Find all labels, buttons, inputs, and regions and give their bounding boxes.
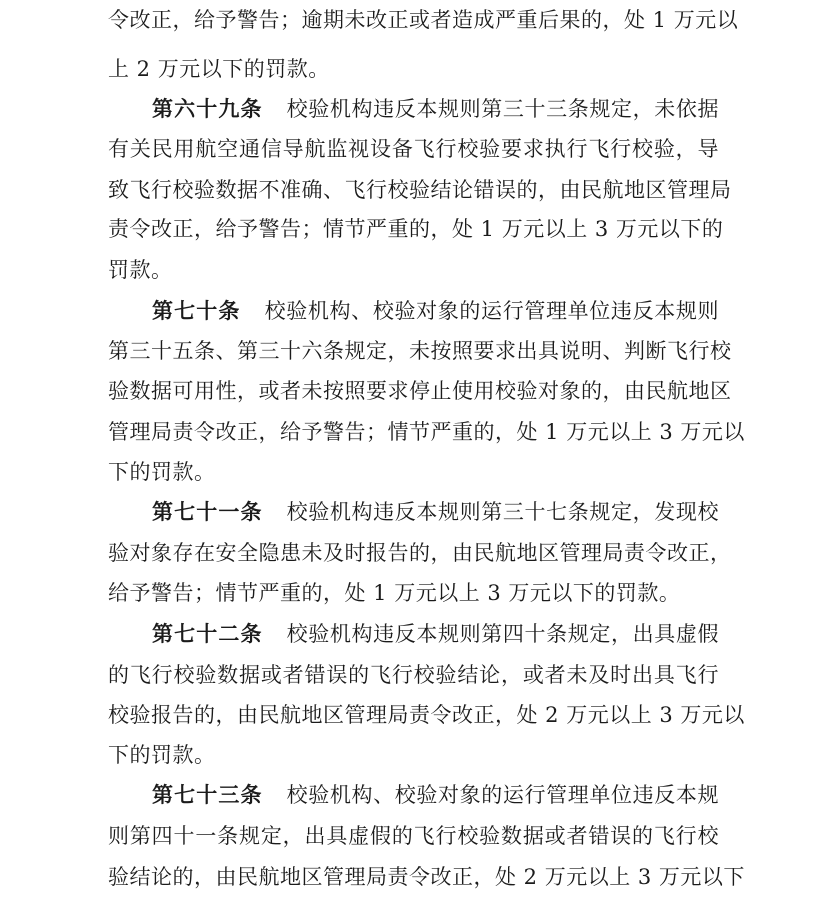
text-line: 则第四十一条规定，出具虚假的飞行校验数据或者错误的飞行校 xyxy=(108,824,719,848)
text-line: 致飞行校验数据不准确、飞行校验结论错误的，由民航地区管理局 xyxy=(108,178,732,202)
text-line: 验数据可用性，或者未按照要求停止使用校验对象的，由民航地区 xyxy=(108,379,732,403)
article-line xyxy=(152,293,719,329)
text-line: 校验机构、校验对象的运行管理单位违反本规则 xyxy=(264,299,720,323)
text-line: 校验报告的，由民航地区管理局责令改正，处 2 万元以上 3 万元以 xyxy=(108,703,745,727)
article-line xyxy=(152,91,719,127)
article-heading: 第七十一条 xyxy=(152,500,263,524)
text-line: 令改正，给予警告；逾期未改正或者造成严重后果的，处 1 万元以 xyxy=(108,8,739,32)
article-heading: 第七十条 xyxy=(152,299,241,323)
text-line: 下的罚款。 xyxy=(108,743,216,767)
text-line: 罚款。 xyxy=(108,258,173,282)
text-line: 第三十五条、第三十六条规定，未按照要求出具说明、判断飞行校 xyxy=(108,339,732,363)
text-line: 的飞行校验数据或者错误的飞行校验结论，或者未及时出具飞行 xyxy=(108,663,719,687)
text-line: 给予警告；情节严重的，处 1 万元以上 3 万元以下的罚款。 xyxy=(108,581,681,605)
text-line: 管理局责令改正，给予警告；情节严重的，处 1 万元以上 3 万元以 xyxy=(108,420,745,444)
article-heading: 第六十九条 xyxy=(152,97,263,121)
article-line xyxy=(152,777,719,813)
text-line: 上 2 万元以下的罚款。 xyxy=(108,57,330,81)
text-line: 验结论的，由民航地区管理局责令改正，处 2 万元以上 3 万元以下 xyxy=(108,865,745,889)
text-line: 责令改正，给予警告；情节严重的，处 1 万元以上 3 万元以下的 xyxy=(108,217,724,241)
text-line: 下的罚款。 xyxy=(108,460,216,484)
text-line: 校验机构违反本规则第三十三条规定，未依据 xyxy=(286,97,719,121)
text-line: 校验机构违反本规则第三十七条规定，发现校 xyxy=(286,500,719,524)
text-line: 验对象存在安全隐患未及时报告的，由民航地区管理局责令改正， xyxy=(108,541,732,565)
article-line xyxy=(152,494,719,530)
article-heading: 第七十三条 xyxy=(152,783,263,807)
text-line: 校验机构、校验对象的运行管理单位违反本规 xyxy=(286,783,719,807)
article-heading: 第七十二条 xyxy=(152,622,263,646)
text-line: 校验机构违反本规则第四十条规定，出具虚假 xyxy=(286,622,719,646)
article-line xyxy=(152,616,719,652)
text-line: 有关民用航空通信导航监视设备飞行校验要求执行飞行校验，导 xyxy=(108,137,719,161)
